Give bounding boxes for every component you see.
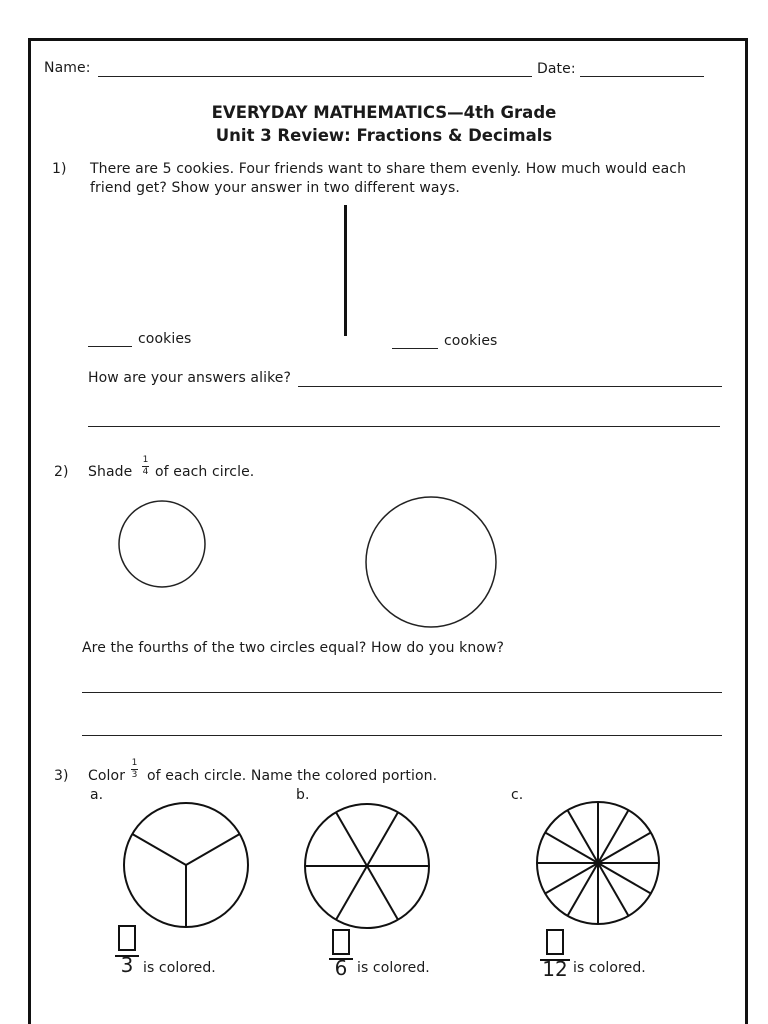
- q3-fraction-numerator: 1: [131, 758, 138, 768]
- name-label: Name:: [44, 60, 91, 76]
- q3-text-after: of each circle. Name the colored portion.: [147, 768, 438, 784]
- q3-answer-box-a[interactable]: [118, 925, 136, 951]
- q3-division-line-a: [186, 834, 240, 865]
- q3-division-line-b: [367, 866, 398, 920]
- q2-number: 2): [54, 464, 69, 480]
- q3-suffix-c: is colored.: [573, 960, 646, 976]
- q3-denominator-c: 12: [542, 957, 568, 981]
- q3-circle-b[interactable]: [305, 804, 429, 928]
- q2-fraction-denominator: 4: [142, 467, 149, 477]
- q3-denominator-a: 3: [120, 953, 134, 977]
- q3-division-line-b: [336, 812, 367, 866]
- q3-suffix-a: is colored.: [143, 960, 216, 976]
- q3-division-line-b: [336, 866, 367, 920]
- q3-division-line-a: [132, 834, 186, 865]
- worksheet-subtitle: Unit 3 Review: Fractions & Decimals: [215, 126, 553, 145]
- q3-division-line-b: [367, 812, 398, 866]
- q1-text-line2: friend get? Show your answer in two different ways.: [90, 180, 460, 196]
- q3-label-c: c.: [511, 787, 524, 803]
- q2-followup: Are the fourths of the two circles equal? How do you know?: [82, 640, 505, 656]
- q3-answer-box-b[interactable]: [332, 929, 350, 955]
- q2-fraction-numerator: 1: [142, 455, 149, 465]
- worksheet-title: EVERYDAY MATHEMATICS—4th Grade: [211, 103, 557, 122]
- q1-text-line1: There are 5 cookies. Four friends want to share them evenly. How much would each: [90, 161, 687, 177]
- q3-answer-box-c[interactable]: [546, 929, 564, 955]
- q1-alike-prompt: How are your answers alike?: [88, 370, 292, 386]
- q1-cookies-label-right: cookies: [444, 333, 498, 349]
- q3-label-b: b.: [296, 787, 310, 803]
- q3-circle-a[interactable]: [124, 803, 248, 927]
- q3-text-before: Color: [88, 768, 126, 784]
- q2-text-before: Shade: [88, 464, 133, 480]
- q3-number: 3): [54, 768, 69, 784]
- q2-text-after: of each circle.: [155, 464, 255, 480]
- q3-denominator-b: 6: [334, 956, 348, 980]
- q1-cookies-label-left: cookies: [138, 331, 192, 347]
- q3-fraction-denominator: 3: [131, 770, 138, 780]
- q1-number: 1): [52, 161, 67, 177]
- q3-label-a: a.: [90, 787, 104, 803]
- date-label: Date:: [537, 61, 576, 77]
- q3-suffix-b: is colored.: [357, 960, 430, 976]
- q3-circle-c[interactable]: [537, 802, 659, 924]
